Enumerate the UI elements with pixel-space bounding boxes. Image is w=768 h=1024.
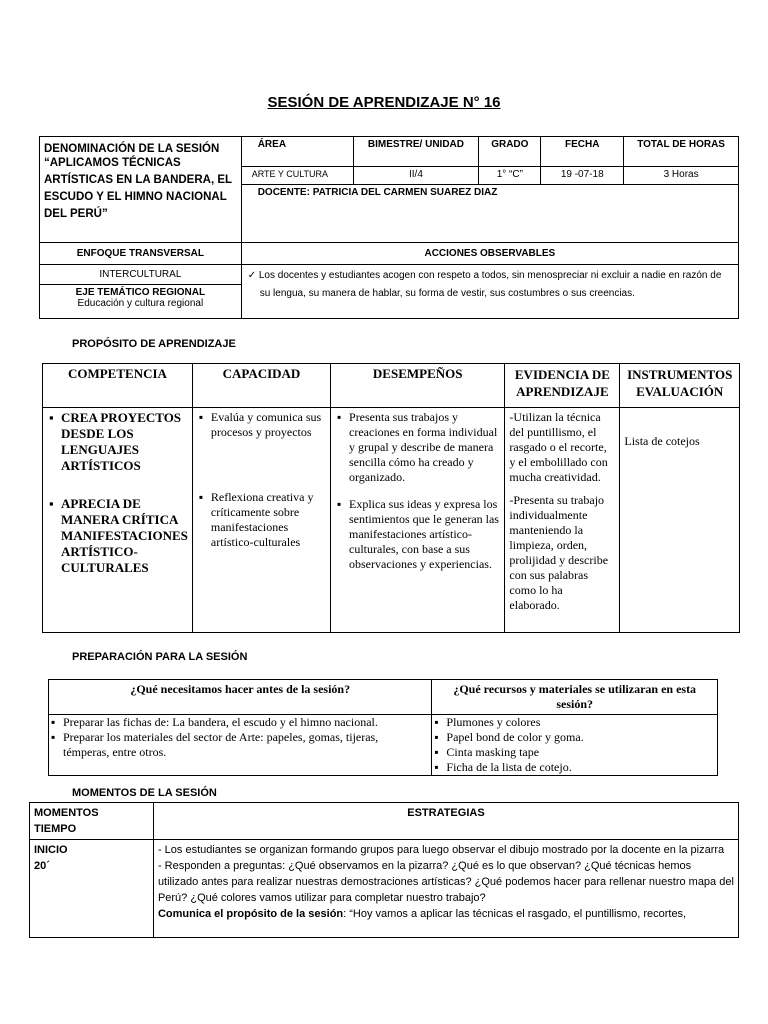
comunica-line [158,906,734,922]
antes-cell [49,715,432,776]
antes-item: ▪ Preparar las fichas de: La bandera, el escudo y el himno nacional. [63,715,427,730]
intercultural-cell: INTERCULTURAL [40,265,242,285]
fecha-header: FECHA [541,137,624,167]
fecha-value: 19 -07-18 [541,167,624,185]
capacidad-cell [192,408,330,633]
instrumentos-header: INSTRUMENTOS EVALUACIÓN [620,364,740,408]
strategy-line: - Los estudiantes se organizan formando grupos para luego observar el dibujo mostrado por la docente en la pizarra [157,844,725,856]
proposito-table [42,363,740,633]
desempenos-header: DESEMPEÑOS [331,364,505,408]
denominacion-value: “APLICAMOS TÉCNICAS ARTÍSTICAS EN LA BANDERA, EL ESCUDO Y EL HIMNO NACIONAL DEL PERÚ” [44,157,232,220]
capacidad-header: CAPACIDAD [192,364,330,408]
comunica-text: : “Hoy vamos a aplicar las técnicas el rasgado, el puntillismo, recortes, [343,908,687,920]
estrategias-cell [153,840,738,938]
comunica-label: Comunica el propósito de la sesión [157,908,344,920]
competencia-cell [43,408,193,633]
strategy-line: - Responden a preguntas: ¿Qué observamos en la pizarra? ¿Qué es lo que observan? ¿Qué técnicas hemos utilizado antes para realizar nuestras demostraciones artísticas? ¿Qué podemos hacer para rellenar nuestro mapa del Perú? ¿Qué colores vamos utilizar para completar nuestro trabajo? [157,860,734,904]
eje-cell [40,285,242,319]
inicio-label: INICIO [34,844,68,856]
recurso-item: ▪ Ficha de la lista de cotejo. [446,760,713,775]
recurso-item: ▪ Plumones y colores [446,715,713,730]
instrumento-cell [620,408,740,633]
acciones-text: Los docentes y estudiantes acogen con respeto a todos, sin menospreciar ni excluir a nadie en razón de su lengua, su manera de hablar, su forma de vestir, sus costumbres o sus creencias. [258,270,722,299]
bimestre-header: BIMESTRE/ UNIDAD [353,137,479,167]
momentos-table [29,802,739,938]
momentos-header [30,803,154,840]
estrategias-header: ESTRATEGIAS [153,803,738,840]
evidencia-header: EVIDENCIA DE APRENDIZAJE [505,364,620,408]
check-icon: ✓ [247,270,259,281]
instrumento-value: Lista de cotejos [624,434,700,448]
momentos-heading: MOMENTOS DE LA SESIÓN [72,787,217,799]
area-header: ÁREA [241,137,353,167]
desempenos-cell [331,408,505,633]
recursos-cell [432,715,718,776]
inicio-cell [30,840,154,938]
antes-header: ¿Qué necesitamos hacer antes de la sesión? [49,680,432,715]
denominacion-label: DENOMINACIÓN DE LA SESIÓN [44,143,220,155]
competencia-item: ▪ CREA PROYECTOS DESDE LOS LENGUAJES ARTÍSTICOS [61,410,188,474]
bimestre-value: II/4 [353,167,479,185]
antes-item: ▪ Preparar los materiales del sector de Arte: papeles, gomas, tijeras, témperas, entre otros. [63,730,427,760]
desempeno-item: ▪ Presenta sus trabajos y creaciones en forma individual y grupal y describe de manera sencilla cómo ha creado y organizado. [349,410,500,485]
evidencia-cell [505,408,620,633]
page-title: SESIÓN DE APRENDIZAJE N° 16 [267,94,501,111]
grado-value: 1° “C” [479,167,541,185]
eje-label: EJE TEMÁTICO REGIONAL [75,287,206,298]
momentos-header-text: MOMENTOS TIEMPO [34,807,99,835]
preparacion-table [48,679,718,776]
docente-cell: DOCENTE: PATRICIA DEL CARMEN SUAREZ DIAZ [241,185,738,243]
area-value: ARTE Y CULTURA [241,167,353,185]
competencia-item: ▪ APRECIA DE MANERA CRÍTICA MANIFESTACIONES ARTÍSTICO-CULTURALES [61,496,188,576]
capacidad-item: ▪ Reflexiona creativa y críticamente sobre manifestaciones artístico-culturales [211,490,326,550]
desempeno-item: ▪ Explica sus ideas y expresa los sentimientos que le generan las manifestaciones artístico-culturales, con base a sus observaciones y experiencias. [349,497,500,572]
evidencia-item: -Presenta su trabajo individualmente manteniendo la limpieza, orden, prolijidad y describe con sus palabras como lo ha elaborado. [509,493,609,612]
acciones-cell [241,265,738,319]
recurso-item: ▪ Cinta masking tape [446,745,713,760]
total-horas-value: 3 Horas [624,167,739,185]
grado-header: GRADO [479,137,541,167]
evidencia-item: -Utilizan la técnica del puntillismo, el rasgado o el recorte, y el embolillado con mucha creatividad. [509,410,608,484]
acciones-label: ACCIONES OBSERVABLES [241,243,738,265]
recurso-item: ▪ Papel bond de color y goma. [446,730,713,745]
proposito-heading: PROPÓSITO DE APRENDIZAJE [72,338,236,350]
enfoque-label: ENFOQUE TRANSVERSAL [40,243,242,265]
denominacion-cell [40,137,242,243]
capacidad-item: ▪ Evalúa y comunica sus procesos y proyectos [211,410,326,440]
recursos-header: ¿Qué recursos y materiales se utilizaran en esta sesión? [432,680,718,715]
eje-value: Educación y cultura regional [77,298,204,309]
total-horas-header: TOTAL DE HORAS [624,137,739,167]
preparacion-heading: PREPARACIÓN PARA LA SESIÓN [72,651,248,663]
inicio-time: 20´ [34,860,50,872]
session-header-table [39,136,739,319]
competencia-header: COMPETENCIA [43,364,193,408]
